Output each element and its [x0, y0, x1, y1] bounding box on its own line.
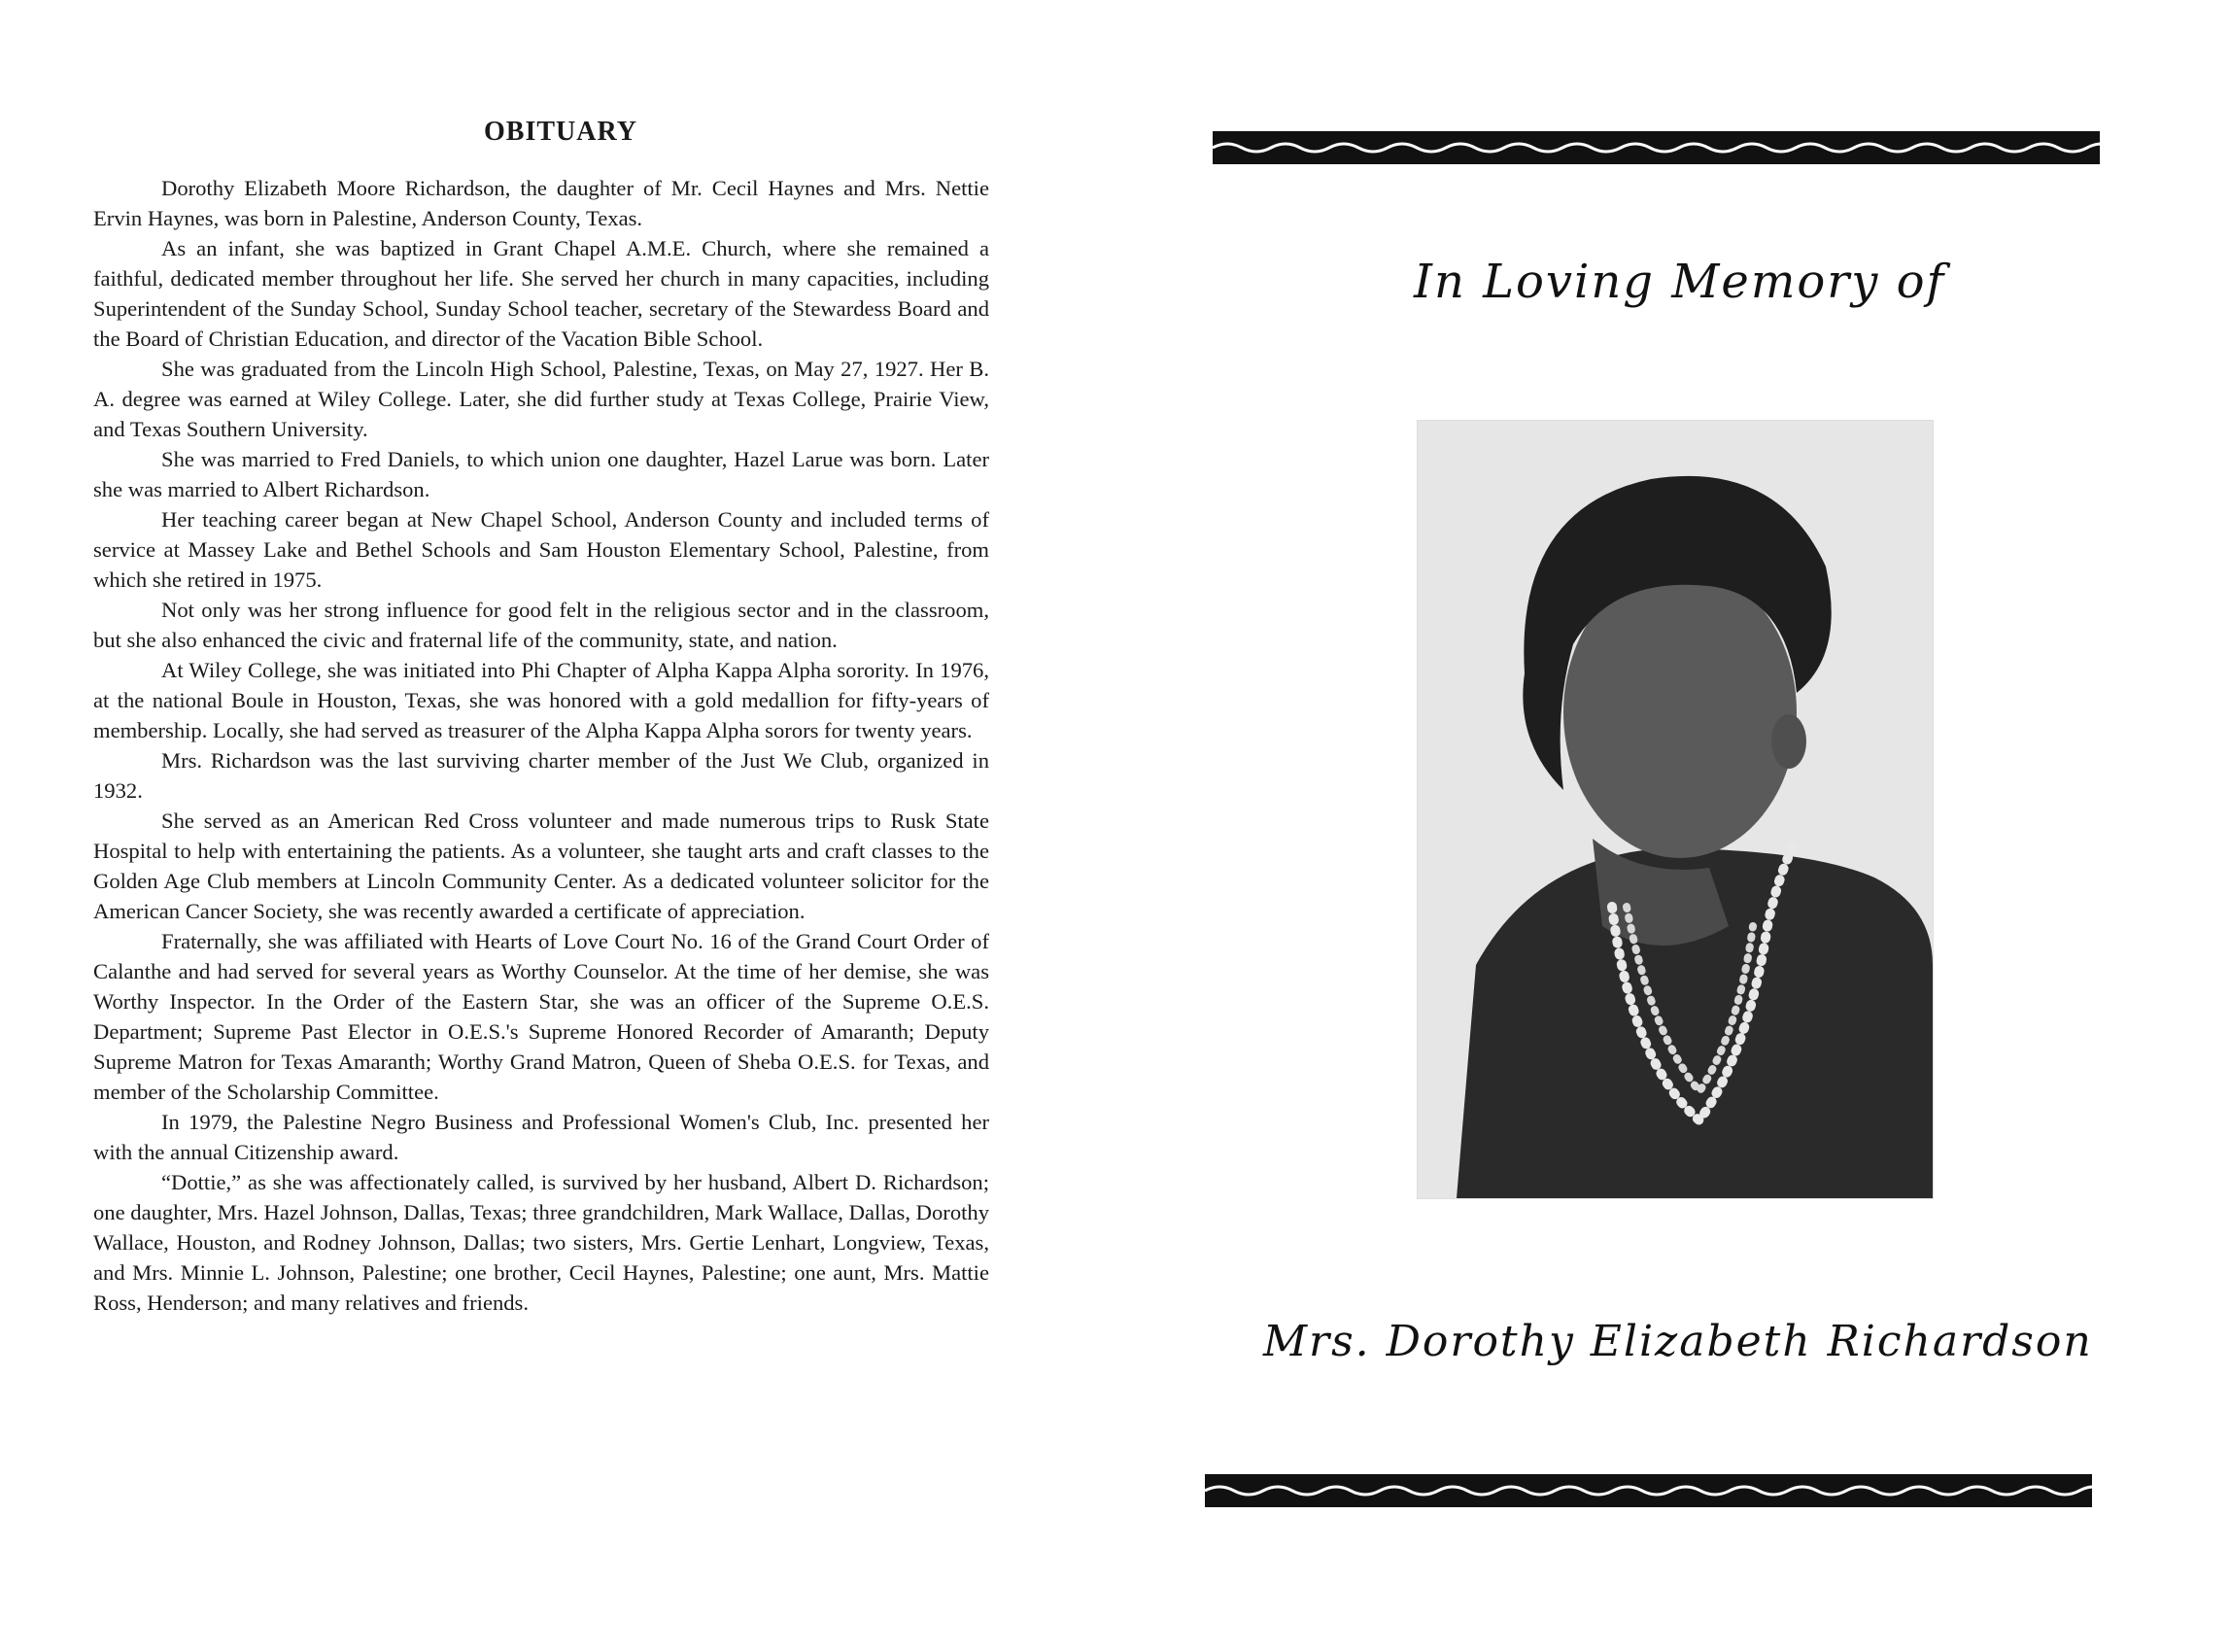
wave-ornament-icon [1213, 136, 2100, 159]
obituary-body [93, 173, 989, 1318]
obituary-paragraph: She was married to Fred Daniels, to which union one daughter, Hazel Larue was born. Later she was married to Albert Richardson. [93, 447, 989, 501]
memorial-cover-page [1205, 0, 2138, 1652]
obituary-paragraph: In 1979, the Palestine Negro Business and Professional Women's Club, Inc. presented her with the annual Citizenship award. [93, 1110, 989, 1164]
wave-ornament-icon [1205, 1479, 2092, 1502]
obituary-paragraph: As an infant, she was baptized in Grant Chapel A.M.E. Church, where she remained a faithful, dedicated member throughout her life. She served her church in many capacities, including Superintendent of the Sunday School, Sunday School teacher, secretary of the Stewardess Board and the Board of Christian Education, and director of the Vacation Bible School. [93, 236, 989, 351]
decorative-border-bottom [1205, 1474, 2092, 1507]
decorative-border-top [1213, 131, 2100, 164]
obituary-paragraph: “Dottie,” as she was affectionately called, is survived by her husband, Albert D. Richardson; one daughter, Mrs. Hazel Johnson, Dallas, Texas; three grandchildren, Mark Wallace, Dallas, Dorothy Wallace, Houston, and Rodney Johnson, Dallas; two sisters, Mrs. Gertie Lenhart, Longview, Texas, and Mrs. Minnie L. Johnson, Palestine; one brother, Cecil Haynes, Palestine; one aunt, Mrs. Mattie Ross, Henderson; and many relatives and friends. [93, 1170, 989, 1315]
obituary-paragraph: Her teaching career began at New Chapel School, Anderson County and included terms of service at Massey Lake and Bethel Schools and Sam Houston Elementary School, Palestine, from which she retired in 1975. [93, 507, 989, 592]
memorial-heading: In Loving Memory of [1414, 255, 1946, 309]
obituary-paragraph: She served as an American Red Cross volunteer and made numerous trips to Rusk State Hospital to help with entertaining the patients. As a volunteer, she taught arts and craft classes to the Golden Age Club members at Lincoln Community Center. As a dedicated volunteer solicitor for the American Cancer Society, she was recently awarded a certificate of appreciation. [93, 809, 989, 923]
portrait-image-icon [1418, 421, 1933, 1198]
obituary-title: OBITUARY [484, 117, 637, 147]
obituary-page [93, 117, 989, 1535]
obituary-paragraph: Not only was her strong influence for good felt in the religious sector and in the classroom, but she also enhanced the civic and fraternal life of the community, state, and nation. [93, 598, 989, 652]
obituary-paragraph: She was graduated from the Lincoln High School, Palestine, Texas, on May 27, 1927. Her B. A. degree was earned at Wiley College. Later, she did further study at Texas College, Prairie View, and Texas Southern University. [93, 357, 989, 441]
obituary-paragraph: Dorothy Elizabeth Moore Richardson, the daughter of Mr. Cecil Haynes and Mrs. Nettie Ervin Haynes, was born in Palestine, Anderson County, Texas. [93, 176, 989, 230]
obituary-paragraph: Mrs. Richardson was the last surviving charter member of the Just We Club, organized in 1932. [93, 748, 989, 803]
obituary-paragraph: At Wiley College, she was initiated into Phi Chapter of Alpha Kappa Alpha sorority. In 1976, at the national Boule in Houston, Texas, she was honored with a gold medallion for fifty-years of membership. Locally, she had served as treasurer of the Alpha Kappa Alpha sorors for twenty years. [93, 658, 989, 742]
obituary-paragraph: Fraternally, she was affiliated with Hearts of Love Court No. 16 of the Grand Court Order of Calanthe and had served for several years as Worthy Counselor. At the time of her demise, she was Worthy Inspector. In the Order of the Eastern Star, she was an officer of the Supreme O.E.S. Department; Supreme Past Elector in O.E.S.'s Supreme Honored Recorder of Amaranth; Deputy Supreme Matron for Texas Amaranth; Worthy Grand Matron, Queen of Sheba O.E.S. for Texas, and member of the Scholarship Committee. [93, 929, 989, 1104]
portrait-photo [1417, 420, 1934, 1199]
deceased-name: Mrs. Dorothy Elizabeth Richardson [1263, 1317, 2093, 1366]
